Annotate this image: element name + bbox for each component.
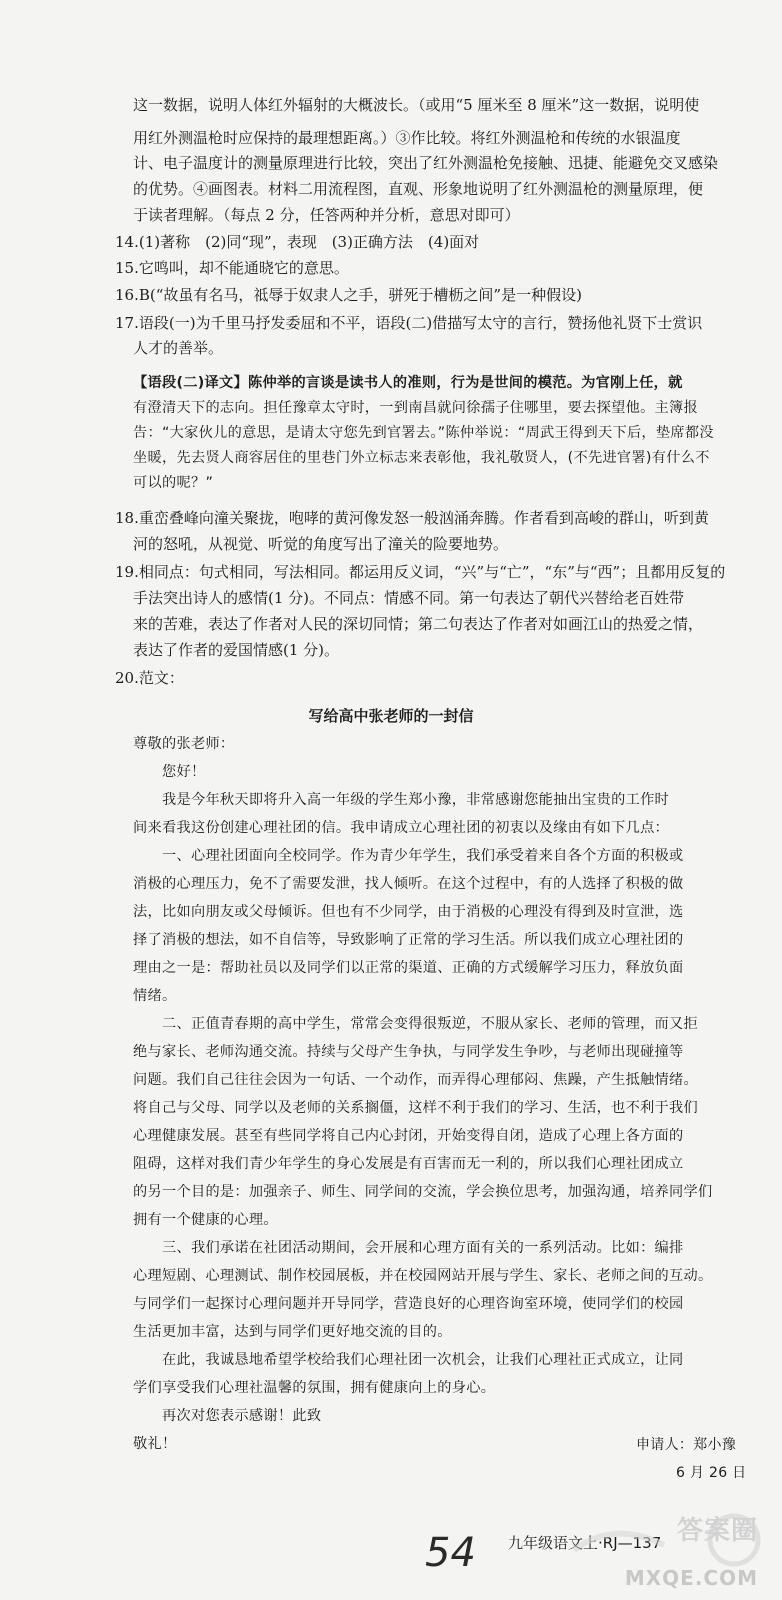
- essay-line: 与同学们一起探讨心理问题并开导同学，营造良好的心理咨询室环境，使同学们的校园: [133, 1296, 684, 1312]
- essay-line: 三、我们承诺在社团活动期间，会开展和心理方面有关的一系列活动。比如：编排: [133, 1240, 684, 1256]
- answer-line: 手法突出诗人的感情(1 分)。不同点：情感不同。第一句表达了朝代兴替给老百姓带: [133, 589, 685, 607]
- essay-line: 情绪。: [133, 988, 177, 1004]
- answer-20: 20.范文：: [115, 669, 184, 687]
- answer-19: 19.相同点：句式相同，写法相同。都运用反义词，“兴”与“亡”，“东”与“西”；且都用反复的: [115, 563, 726, 581]
- essay-line: 二、正值青春期的高中学生，常常会变得很叛逆，不服从家长、老师的管理，而又拒: [133, 1016, 699, 1032]
- essay-closing: 敬礼！: [133, 1436, 177, 1452]
- watermark-url: MXQE.COM: [624, 1566, 758, 1590]
- page-label: 九年级语文上·RJ—137: [508, 1534, 662, 1552]
- answer-15: 15.它鸣叫，却不能通晓它的意思。: [115, 259, 349, 277]
- answer-16: 16.B(“故虽有名马，祗辱于奴隶人之手，骈死于槽枥之间”是一种假设): [115, 286, 582, 304]
- translation-line: 有澄清天下的志向。担任豫章太守时，一到南昌就问徐孺子住哪里，要去探望他。主簿报: [133, 400, 699, 416]
- essay-line: 问题。我们自己往往会因为一句话、一个动作，而弄得心理郁闷、焦躁，产生抵触情绪。: [133, 1072, 699, 1088]
- answer-line: 于读者理解。（每点 2 分，任答两种并分析，意思对即可）: [133, 206, 520, 224]
- answer-line: 表达了作者的爱国情感(1 分)。: [133, 641, 340, 659]
- answer-line: 人才的善举。: [133, 339, 224, 357]
- essay-line: 的另一个目的是：加强亲子、师生、同学间的交流，学会换位思考，加强沟通，培养同学们: [133, 1184, 713, 1200]
- essay-line: 心理健康发展。甚至有些同学将自己内心封闭，开始变得自闭，造成了心理上各方面的: [133, 1128, 684, 1144]
- essay-line: 阻碍，这样对我们青少年学生的身心发展是有百害而无一利的，所以我们心理社团成立: [133, 1156, 684, 1172]
- essay-line: 生活更加丰富，达到与同学们更好地交流的目的。: [133, 1324, 452, 1340]
- essay-line: 我是今年秋天即将升入高一年级的学生郑小豫，非常感谢您能抽出宝贵的工作时: [133, 792, 670, 808]
- essay-line: 心理短剧、心理测试、制作校园展板，并在校园网站开展与学生、家长、老师之间的互动。: [133, 1268, 713, 1284]
- answer-17: 17.语段(一)为千里马抒发委屈和不平，语段(二)借描写太守的言行，赞扬他礼贤下士赏识: [115, 314, 703, 332]
- essay-line: 拥有一个健康的心理。: [133, 1212, 278, 1228]
- essay-line: 您好！: [133, 764, 206, 780]
- translation-line: 【语段(二)译文】陈仲举的言谈是读书人的准则，行为是世间的模范。为官刚上任，就: [133, 375, 683, 391]
- essay-line: 理由之一是：帮助社员以及同学们以正常的渠道、正确的方式缓解学习压力，释放负面: [133, 960, 684, 976]
- answer-line: 的优势。④画图表。材料二用流程图，直观、形象地说明了红外测温枪的测量原理，便: [133, 180, 704, 198]
- essay-line: 学们享受我们心理社温馨的氛围，拥有健康向上的身心。: [133, 1380, 496, 1396]
- translation-line: 坐暖，先去贤人商容居住的里巷门外立标志来表彰他，我礼敬贤人，(不先进官署)有什么不: [133, 450, 710, 466]
- translation-line: 告：“大家伙儿的意思，是请太守您先到官署去。”陈仲举说：“周武王得到天下后，垫席都没: [133, 425, 714, 441]
- answer-18: 18.重峦叠峰向潼关聚拢，咆哮的黄河像发怒一般汹涌奔腾。作者看到高峻的群山，听到黄: [115, 509, 709, 527]
- answer-14: 14.(1)著称 (2)同“现”，表现 (3)正确方法 (4)面对: [115, 233, 480, 251]
- answer-line: 来的苦难，表达了作者对人民的深切同情；第二句表达了作者对如画江山的热爱之情，: [133, 615, 704, 633]
- essay-line: 法，比如向朋友或父母倾诉。但也有不少同学，由于消极的心理没有得到及时宣泄，选: [133, 904, 684, 920]
- essay-line: 尊敬的张老师：: [133, 736, 235, 752]
- essay-line: 再次对您表示感谢！此致: [133, 1408, 322, 1424]
- essay-line: 择了消极的想法，如不自信等，导致影响了正常的学习生活。所以我们成立心理社团的: [133, 932, 684, 948]
- essay-line: 将自己与父母、同学以及老师的关系搁僵，这样不利于我们的学习、生活，也不利于我们: [133, 1100, 699, 1116]
- handwritten-page-number: 54: [425, 1530, 476, 1576]
- essay-date: 6 月 26 日: [676, 1465, 747, 1481]
- essay-signature: 申请人：郑小豫: [636, 1437, 737, 1453]
- answer-line: 这一数据，说明人体红外辐射的大概波长。（或用“5 厘米至 8 厘米”这一数据，说明使: [133, 96, 700, 114]
- answer-line: 河的怒吼，从视觉、听觉的角度写出了潼关的险要地势。: [133, 535, 509, 553]
- essay-line: 一、心理社团面向全校同学。作为青少年学生，我们承受着来自各个方面的积极或: [133, 848, 684, 864]
- watermark-top: 答案圈: [676, 1516, 758, 1546]
- answer-line: 计、电子温度计的测量原理进行比较，突出了红外测温枪免接触、迅捷、能避免交叉感染: [133, 154, 719, 172]
- essay-line: 间来看我这份创建心理社团的信。我申请成立心理社团的初衷以及缘由有如下几点：: [133, 820, 670, 836]
- essay-title: 写给高中张老师的一封信: [308, 707, 474, 725]
- translation-line: 可以的呢？”: [133, 475, 214, 491]
- essay-line: 消极的心理压力，免不了需要发泄，找人倾听。在这个过程中，有的人选择了积极的做: [133, 876, 684, 892]
- essay-line: 绝与家长、老师沟通交流。持续与父母产生争执，与同学发生争吵，与老师出现碰撞等: [133, 1044, 684, 1060]
- essay-line: 在此，我诚恳地希望学校给我们心理社团一次机会，让我们心理社正式成立，让同: [133, 1352, 684, 1368]
- answer-line: 用红外测温枪时应保持的最理想距离。）③作比较。将红外测温枪和传统的水银温度: [133, 129, 681, 147]
